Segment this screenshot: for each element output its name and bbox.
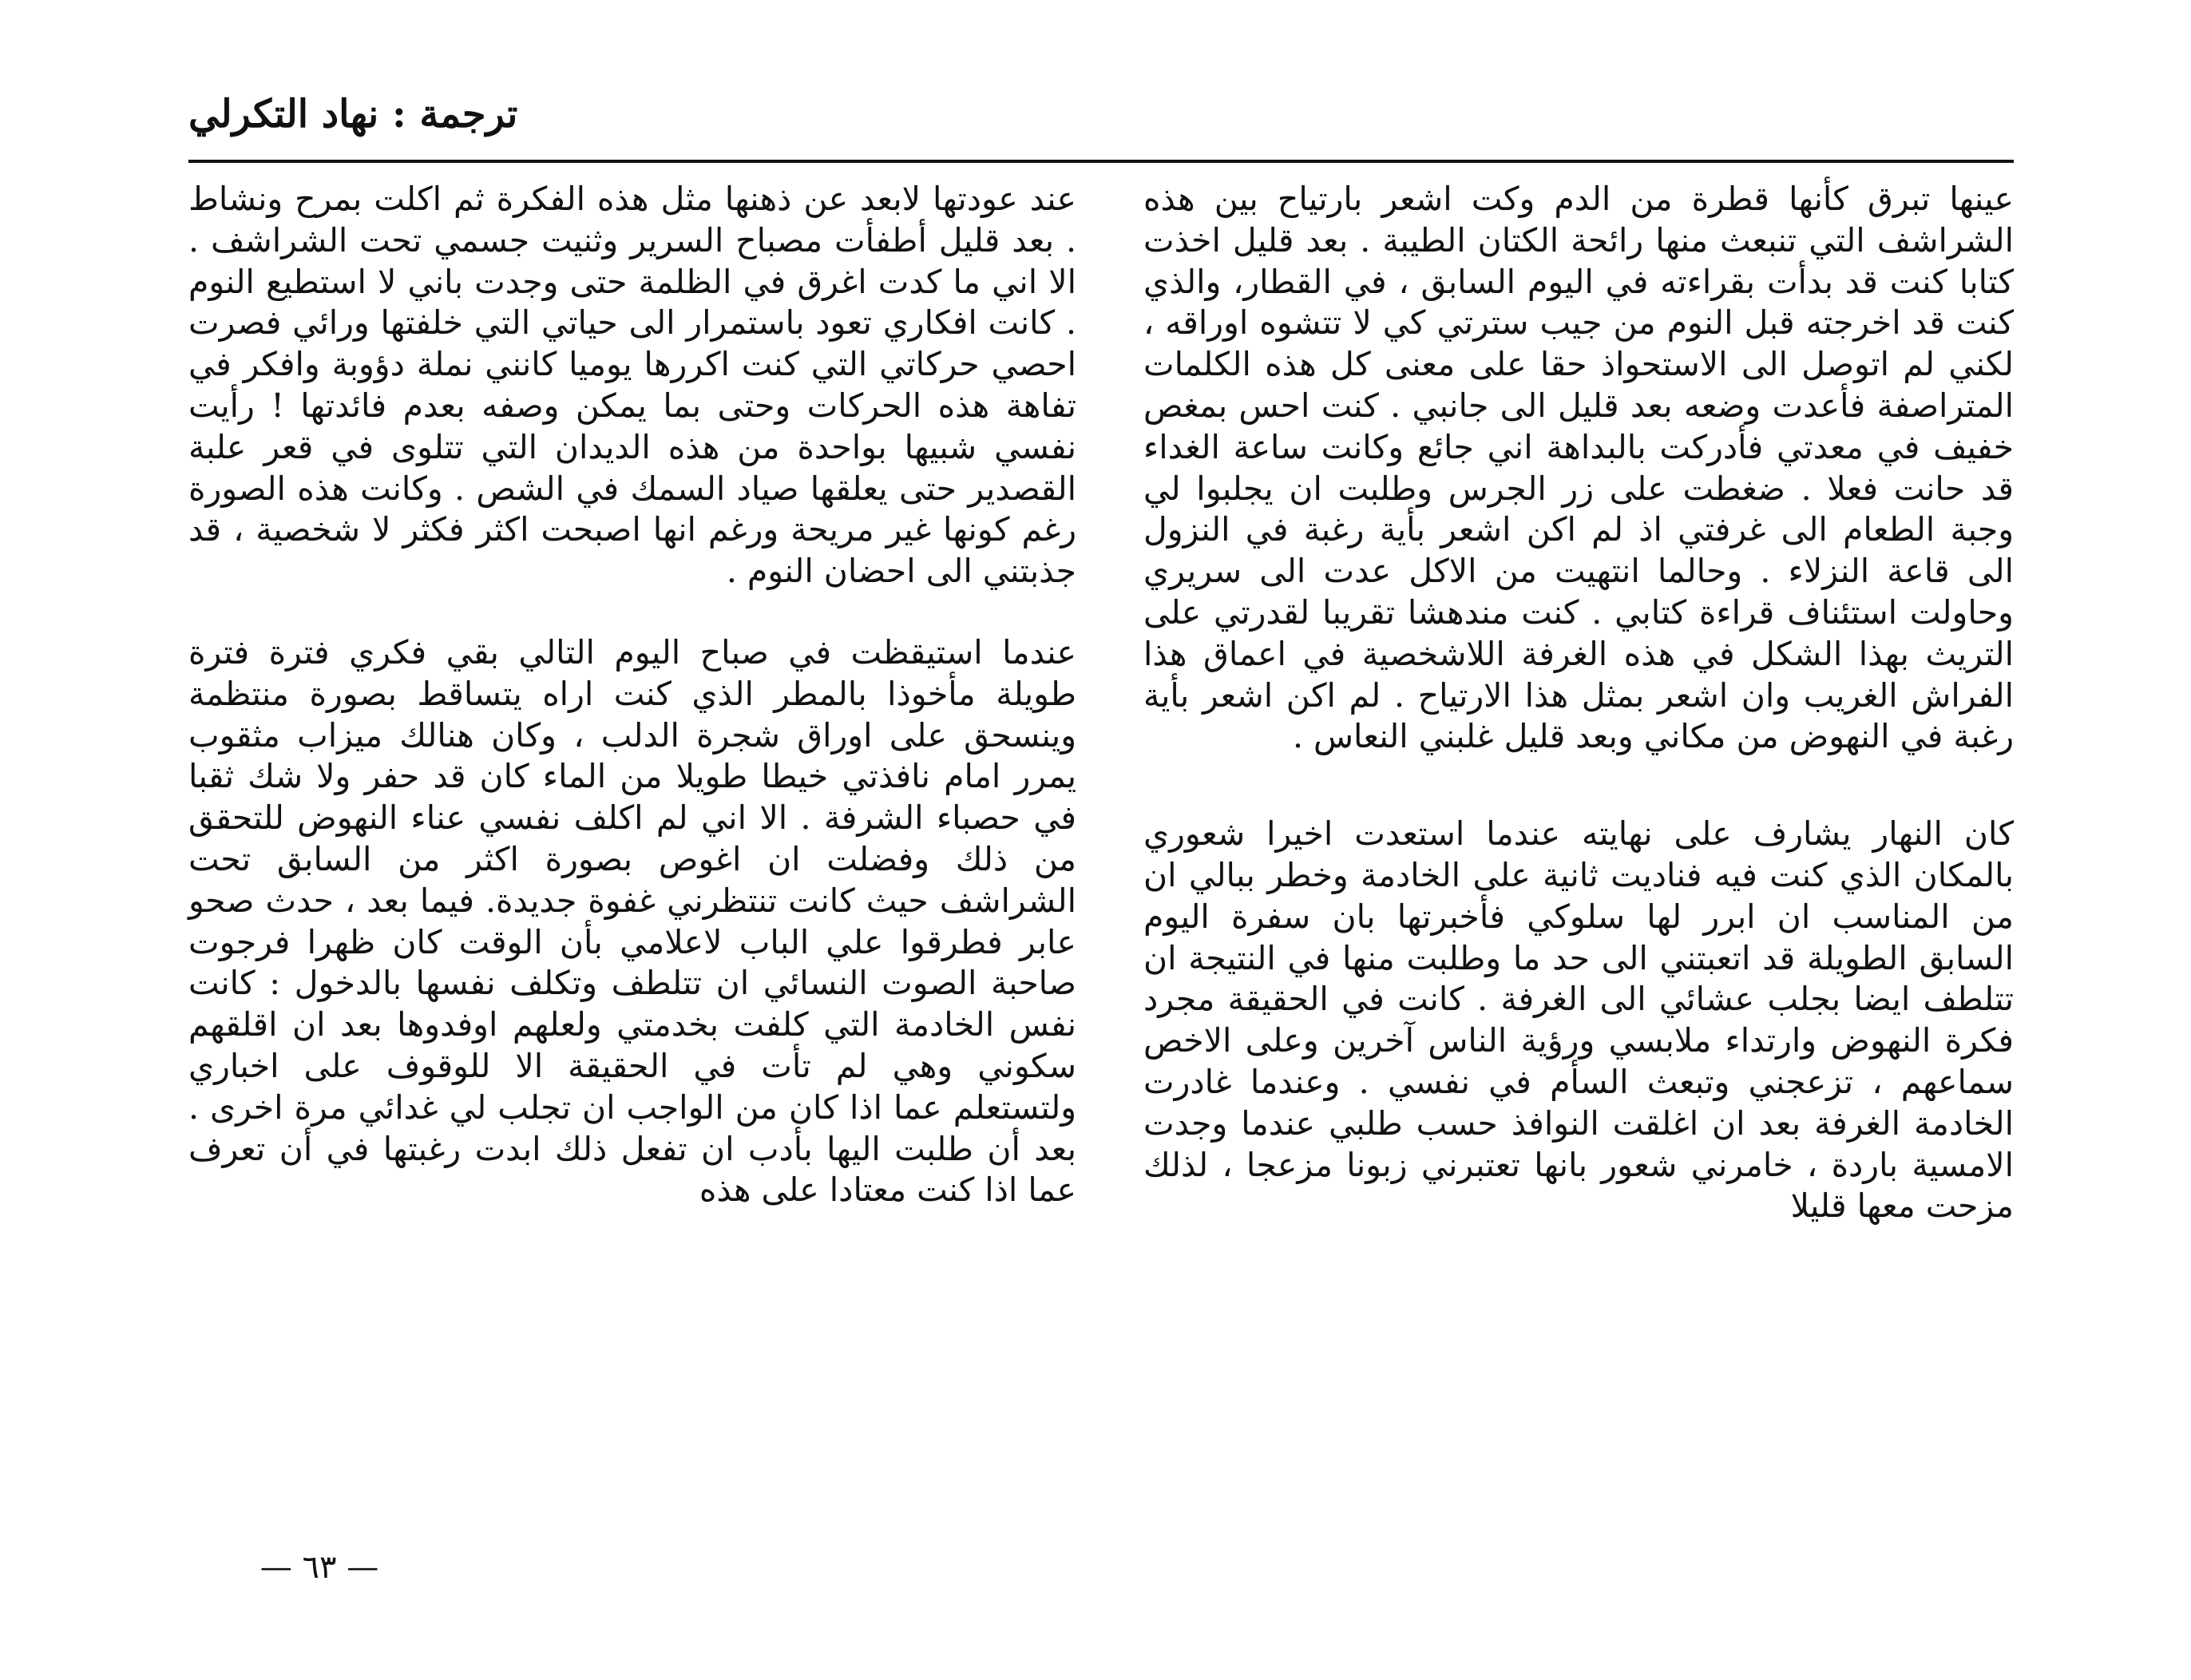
body-paragraph: عند عودتها لابعد عن ذهنها مثل هذه الفكرة ثم اكلت بمرح ونشاط . بعد قليل أطفأت مصباح السرير وثنيت جسمي تحت الشراشف . الا اني ما كدت اغرق في الظلمة حتى وجدت باني لا استطيع النوم . كانت افكاري تعود باستمرار الى حياتي التي خلفتها ورائي فصرت احصي حركاتي التي كنت اكررها يوميا كانني نملة دؤوبة وافكر في تفاهة هذه الحركات وحتى بما يمكن وصفه بعدم فائدتها ! رأيت نفسي شبيها بواحدة من هذه الديدان التي تتلوى في قعر علبة القصدير حتى يعلقها صياد السمك في الشص . وكانت هذه الصورة رغم كونها غير مريحة ورغم انها اصبحت اكثر فكثر لا شخصية ، قد جذبتني الى احضان النوم .	[188, 180, 1076, 591]
right-text-column	[1143, 179, 2014, 1227]
left-text-column	[188, 179, 1076, 1211]
header-divider	[188, 160, 2014, 163]
body-paragraph: كان النهار يشارف على نهايته عندما استعدت اخيرا شعوري بالمكان الذي كنت فيه فناديت ثانية على الخادمة وخطر ببالي ان من المناسب ان ابرر لها سلوكي فأخبرتها بان سفرة اليوم السابق الطويلة قد اتعبتني الى حد ما وطلبت منها في النتيجة ان تتلطف ايضا بجلب عشائي الى الغرفة . كانت في الحقيقة مجرد فكرة النهوض وارتداء ملابسي ورؤية الناس آخرين وعلى الاخص سماعهم ، تزعجني وتبعث السأم في نفسي . وعندما غادرت الخادمة الغرفة بعد ان اغلقت النوافذ حسب طلبي عندما وجدت الامسية باردة ، خامرني شعور بانها تعتبرني زبونا مزعجا ، لذلك مزحت معها قليلا	[1143, 814, 2014, 1226]
body-paragraph: عينها تبرق كأنها قطرة من الدم وكت اشعر بارتياح بين هذه الشراشف التي تنبعث منها رائحة الكتان الطيبة . بعد قليل اخذت كتابا كنت قد بدأت بقراءته في اليوم السابق ، في القطار، والذي كنت قد اخرجته قبل النوم من جيب سترتي كي لا تتشوه اوراقه ، لكني لم اتوصل الى الاستحواذ حقا على معنى كل هذه الكلمات المتراصفة فأعدت وضعه بعد قليل الى جانبي . كنت احس بمغص خفيف في معدتي فأدركت بالبداهة اني جائع وكانت ساعة الغداء قد حانت فعلا . ضغطت على زر الجرس وطلبت ان يجلبوا لي وجبة الطعام الى غرفتي اذ لم اكن اشعر بأية رغبة في النزول الى قاعة النزلاء . وحالما انتهيت من الاكل عدت الى سريري وحاولت استئناف قراءة كتابي . كنت مندهشا تقريبا لقدرتي على التريث بهذا الشكل في هذه الغرفة اللاشخصية في اعماق هذا الفراش الغريب وان اشعر بمثل هذا الارتياح . لم اكن اشعر بأية رغبة في النهوض من مكاني وبعد قليل غلبني النعاس .	[1143, 180, 2014, 756]
translator-credit-heading: ترجمة : نهاد التكرلي	[188, 92, 518, 137]
body-paragraph: عندما استيقظت في صباح اليوم التالي بقي فكري فترة فترة طويلة مأخوذا بالمطر الذي كنت اراه يتساقط بصورة منتظمة وينسحق على اوراق شجرة الدلب ، وكان هنالك ميزاب مثقوب يمرر امام نافذتي خيطا طويلا من الماء كان قد حفر ولا شك ثقبا في حصباء الشرفة . الا اني لم اكلف نفسي عناء النهوض للتحقق من ذلك وفضلت ان اغوص بصورة اكثر من السابق تحت الشراشف حيث كانت تنتظرني غفوة جديدة. فيما بعد ، حدث صحو عابر فطرقوا علي الباب لاعلامي بأن الوقت كان ظهرا فرجوت صاحبة الصوت النسائي ان تتلطف وتكلف نفسها بالدخول : كانت نفس الخادمة التي كلفت بخدمتي ولعلهم اوفدوها بعد ان اقلقهم سكوني وهي لم تأت في الحقيقة الا للوقوف على اخباري ولتستعلم عما اذا كان من الواجب ان تجلب لي غدائي مرة اخرى . بعد أن طلبت اليها بأدب ان تفعل ذلك ابدت رغبتها في أن تعرف عما اذا كنت معتادا على هذه	[188, 632, 1076, 1210]
page-number: — ٦٣ —	[260, 1549, 379, 1586]
